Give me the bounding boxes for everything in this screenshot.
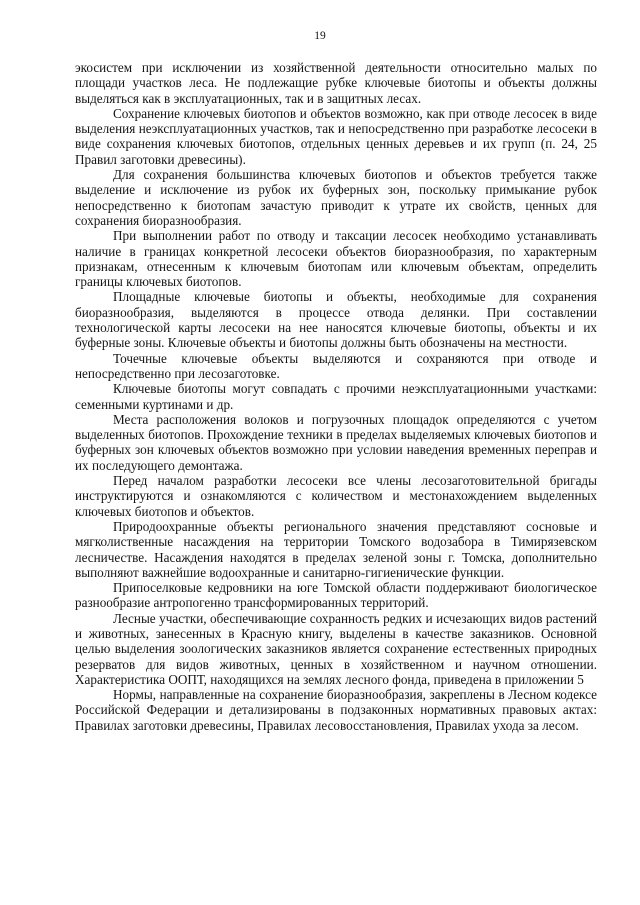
paragraph: При выполнении работ по отводу и таксации лесосек необходимо устанавливать наличие в границах конкретной лесосеки объектов биоразнообразия, по характерным признакам, отнесенным к ключевым биотопам или ключевым объектам, определить границы ключевых биотопов. bbox=[75, 228, 597, 290]
paragraph: Сохранение ключевых биотопов и объектов возможно, как при отводе лесосек в виде выделения неэксплуатационных участков, так и непосредственно при разработке лесосеки в виде сохранения ключевых биотопов, отдельных ценных деревьев и их групп (п. 24, 25 Правил заготовки древесины). bbox=[75, 105, 597, 167]
paragraph: Ключевые биотопы могут совпадать с прочими неэксплуатационными участками: семенными куртинами и др. bbox=[75, 381, 597, 412]
paragraph: Площадные ключевые биотопы и объекты, необходимые для сохранения биоразнообразия, выделяются в процессе отвода делянки. При составлении технологической карты лесосеки на нее наносятся ключевые биотопы, объекты и их буферные зоны. Ключевые объекты и биотопы должны быть обозначены на местности. bbox=[75, 289, 597, 351]
paragraph: Лесные участки, обеспечивающие сохранность редких и исчезающих видов растений и животных, занесенных в Красную книгу, выделены в качестве заказников. Основной целью выделения зоологических заказников является сохранение естественных природных резерватов для видов животных, ценных в хозяйственном и научном отношении. Характеристика ООПТ, находящихся на землях лесного фонда, приведена в приложении 5 bbox=[75, 610, 597, 687]
paragraph: Перед началом разработки лесосеки все члены лесозаготовительной бригады инструктируются и ознакомляются с количеством и местонахождением выделенных ключевых биотопов и объектов. bbox=[75, 473, 597, 519]
body-text bbox=[75, 60, 597, 733]
paragraph: Для сохранения большинства ключевых биотопов и объектов требуется также выделение и исключение из рубок их буферных зон, поскольку примыкание рубок непосредственно к биотопам зачастую приводит к утрате их свойств, ценных для сохранения биоразнообразия. bbox=[75, 167, 597, 228]
paragraph: экосистем при исключении из хозяйственной деятельности относительно малых по площади участков леса. Не подлежащие рубке ключевые биотопы и объекты должны выделяться как в эксплуатационных, так и в защитных лесах. bbox=[75, 60, 597, 106]
paragraph: Точечные ключевые объекты выделяются и сохраняются при отводе и непосредственно при лесозаготовке. bbox=[75, 350, 597, 381]
page-number: 19 bbox=[314, 30, 326, 42]
paragraph: Припоселковые кедровники на юге Томской области поддерживают биологическое разнообразие антропогенно трансформированных территорий. bbox=[75, 580, 597, 611]
paragraph: Нормы, направленные на сохранение биоразнообразия, закреплены в Лесном кодексе Российской Федерации и детализированы в подзаконных нормативных правовых актах: Правилах заготовки древесины, Правилах лесовосстановления, Правилах ухода за лесом. bbox=[75, 687, 597, 733]
paragraph: Природоохранные объекты регионального значения представляют сосновые и мягколиственные насаждения на территории Томского водозабора в Тимирязевском лесничестве. Насаждения находятся в пределах зеленой зоны г. Томска, дополнительно выполняют важнейшие водоохранные и санитарно-гигиенические функции. bbox=[75, 518, 597, 580]
paragraph: Места расположения волоков и погрузочных площадок определяются с учетом выделенных биотопов. Прохождение техники в пределах выделяемых ключевых биотопов и буферных зон ключевых объектов возможно при условии наведения временных переправ и их последующего демонтажа. bbox=[75, 411, 597, 473]
